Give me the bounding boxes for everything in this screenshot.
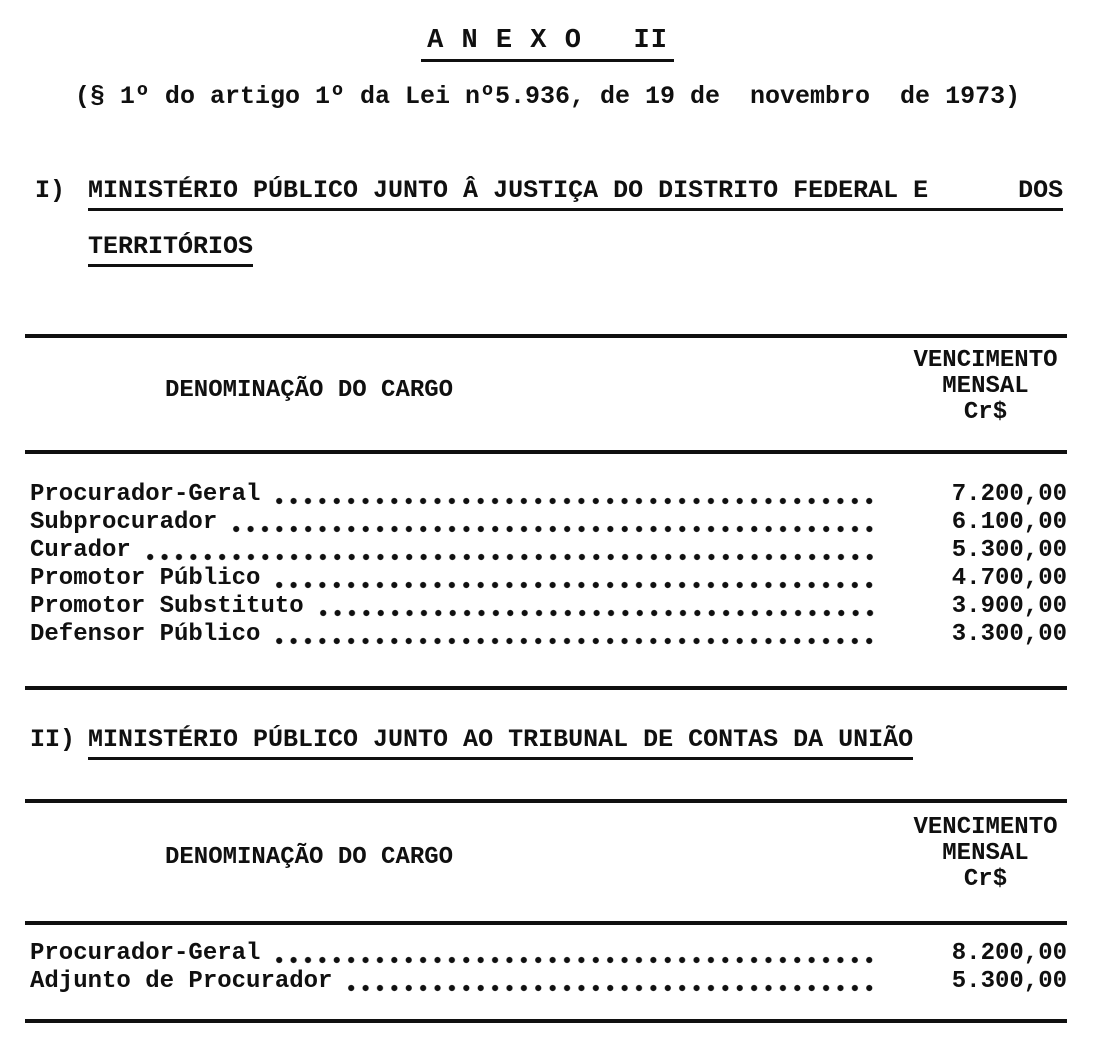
table-2-header-rule xyxy=(25,921,1067,925)
valor-cell: 5.300,00 xyxy=(951,537,1067,564)
valor-cell: 6.100,00 xyxy=(951,509,1067,536)
table-2-cargo-header: DENOMINAÇÃO DO CARGO xyxy=(165,844,454,871)
cargo-cell: Procurador-Geral xyxy=(30,940,261,967)
section-1-numeral: I) xyxy=(35,176,66,205)
table-2-top-rule xyxy=(25,799,1067,803)
dot-leader xyxy=(143,537,879,565)
table-1-bottom-rule xyxy=(25,686,1067,690)
dot-leader xyxy=(344,968,879,996)
table-row xyxy=(30,537,1067,565)
dot-leader xyxy=(272,481,879,509)
table-1-top-rule xyxy=(25,334,1067,338)
table-row xyxy=(30,509,1067,537)
valor-cell: 3.300,00 xyxy=(951,621,1067,648)
document-subtitle: (§ 1º do artigo 1º da Lei nº5.936, de 19 de novembro de 1973) xyxy=(74,82,1021,111)
table-1-rows xyxy=(30,481,1067,649)
table-row xyxy=(30,940,1067,968)
cargo-cell: Procurador-Geral xyxy=(30,481,261,508)
table-1-value-header-line1: VENCIMENTO xyxy=(913,347,1058,374)
section-1-heading-line1: MINISTÉRIO PÚBLICO JUNTO Â JUSTIÇA DO DISTRITO FEDERAL E DOS xyxy=(88,176,1063,211)
document-title-text: A N E X O II xyxy=(421,26,674,62)
table-2-value-header xyxy=(903,815,1068,893)
table-1-value-header-line3: Cr$ xyxy=(963,399,1008,426)
cargo-cell: Defensor Público xyxy=(30,621,261,648)
dot-leader xyxy=(316,593,879,621)
valor-cell: 4.700,00 xyxy=(951,565,1067,592)
table-1-cargo-header: DENOMINAÇÃO DO CARGO xyxy=(165,377,454,404)
table-2-rows xyxy=(30,940,1067,996)
cargo-cell: Promotor Substituto xyxy=(30,593,304,620)
table-1-value-header xyxy=(903,348,1068,426)
cargo-cell: Curador xyxy=(30,537,131,564)
table-2-bottom-rule xyxy=(25,1019,1067,1023)
section-1-heading xyxy=(35,176,1067,211)
table-2-value-header-line2: MENSAL xyxy=(942,840,1029,867)
table-row xyxy=(30,621,1067,649)
dot-leader xyxy=(272,621,879,649)
table-row xyxy=(30,593,1067,621)
table-row xyxy=(30,968,1067,996)
table-2-value-header-line1: VENCIMENTO xyxy=(913,814,1058,841)
table-1-value-header-line2: MENSAL xyxy=(942,373,1029,400)
valor-cell: 5.300,00 xyxy=(951,968,1067,995)
cargo-cell: Subprocurador xyxy=(30,509,218,536)
table-1-header-rule xyxy=(25,450,1067,454)
valor-cell: 7.200,00 xyxy=(951,481,1067,508)
dot-leader xyxy=(272,940,879,968)
section-2-numeral: II) xyxy=(30,725,76,754)
table-2-value-header-line3: Cr$ xyxy=(963,866,1008,893)
valor-cell: 8.200,00 xyxy=(951,940,1067,967)
dot-leader xyxy=(272,565,879,593)
table-row xyxy=(30,481,1067,509)
dot-leader xyxy=(229,509,879,537)
valor-cell: 3.900,00 xyxy=(951,593,1067,620)
cargo-cell: Adjunto de Procurador xyxy=(30,968,333,995)
section-2-heading-line1: MINISTÉRIO PÚBLICO JUNTO AO TRIBUNAL DE CONTAS DA UNIÃO xyxy=(88,725,913,760)
document-title xyxy=(0,26,1095,56)
table-row xyxy=(30,565,1067,593)
section-1-heading-line2: TERRITÓRIOS xyxy=(88,232,253,261)
section-2-heading xyxy=(30,725,1067,760)
cargo-cell: Promotor Público xyxy=(30,565,261,592)
